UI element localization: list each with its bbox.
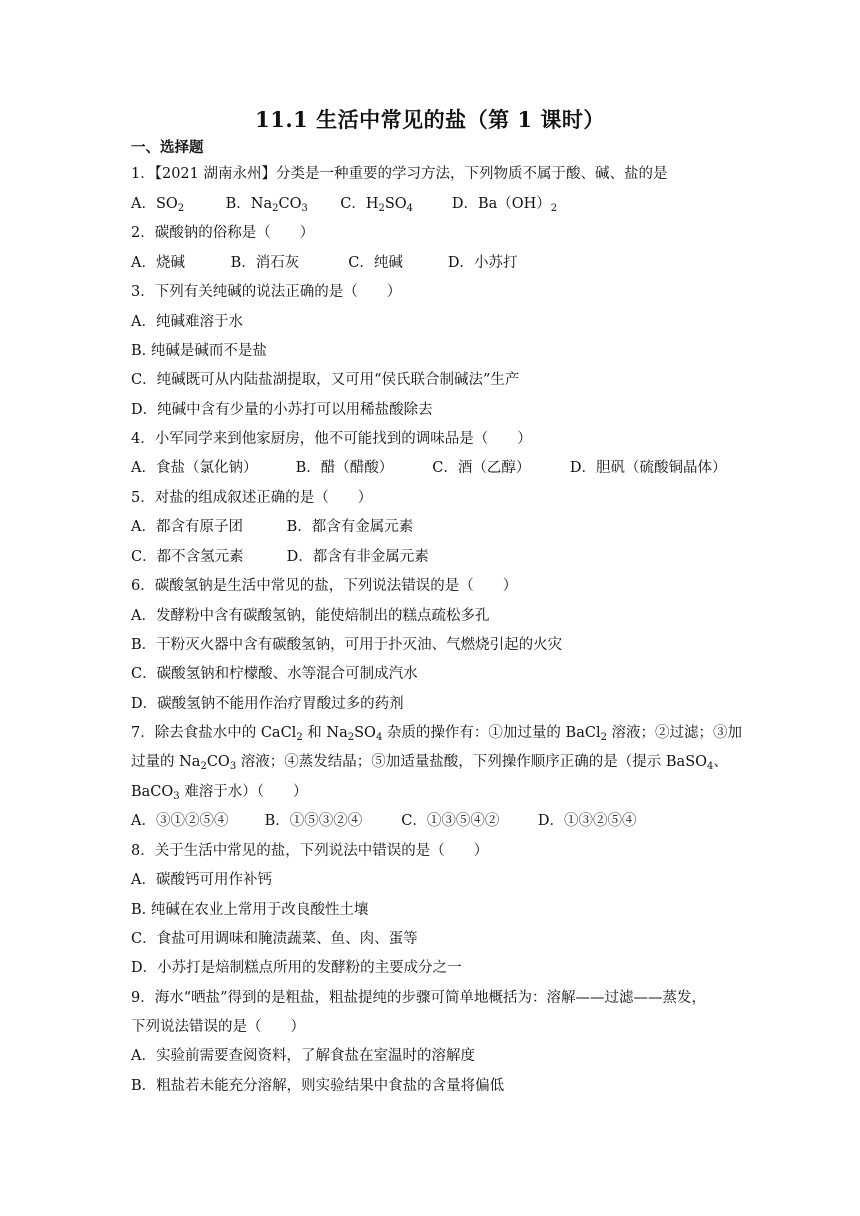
question-5-options-row2 [131,547,429,567]
q7-option-a: A．③①②⑤④ [131,813,229,829]
q8-option-a: A．碳酸钙可用作补钙 [131,872,272,888]
q7-option-d: D．①③②⑤④ [537,813,637,829]
q2-option-d: D．小苏打 [447,255,518,271]
question-4-options [131,458,726,478]
question-4-stem: 4．小军同学来到他家厨房，他不可能找到的调味品是（ ） [131,431,532,447]
q1-option-c: C．$H_2SO_4$ [340,196,414,214]
q4-option-a: A．食盐（氯化钠） [131,460,258,476]
q1-option-d: D．$Ba(OH)_2$ [451,196,558,214]
q6-option-a: A．发酵粉中含有碳酸氢钠，能使焙制出的糕点疏松多孔 [131,608,490,624]
q2-option-c: C．纯碱 [348,255,403,271]
question-9-stem-line-1: 9．海水“晒盐”得到的是粗盐，粗盐提纯的步骤可简单地概括为：溶解——过滤——蒸发， [131,990,707,1006]
q6-option-d: D．碳酸氢钠不能用作治疗胃酸过多的药剂 [131,696,404,712]
q9-option-a: A．实验前需要查阅资料，了解食盐在室温时的溶解度 [131,1048,475,1064]
q4-option-d: D．胆矾（硫酸铜晶体） [569,460,727,476]
question-3-stem: 3．下列有关纯碱的说法正确的是（ ） [131,284,402,300]
q2-option-b: B．消石灰 [230,255,300,271]
section-heading: 一、选择题 [131,139,204,156]
question-2-stem: 2．碳酸钠的俗称是（ ） [131,225,315,241]
question-1-stem: 1．【2021 湖南永州】分类是一种重要的学习方法，下列物质不属于酸、碱、盐的是 [131,166,668,182]
q1-option-b: B．$Na_2CO_3$ [225,196,308,214]
question-7-stem-line-2: 过量的 $Na_2CO_3$ 溶液；④蒸发结晶；⑤加适量盐酸，下列操作顺序正确的是（提示 BaSO$_4$、 [131,754,728,772]
q7-option-b: B．①⑤③②④ [264,813,363,829]
q2-option-a: A．烧碱 [131,255,185,271]
q7-option-c: C．①③⑤④② [401,813,500,829]
question-5-stem: 5．对盐的组成叙述正确的是（ ） [131,490,373,506]
question-2-options [131,253,517,273]
q5-option-a: A．都含有原子团 [131,519,243,535]
q5-option-b: B．都含有金属元素 [286,519,414,535]
q6-option-c: C．碳酸氢钠和柠檬酸、水等混合可制成汽水 [131,666,418,682]
q9-option-b: B．粗盐若未能充分溶解，则实验结果中食盐的含量将偏低 [131,1078,505,1094]
q1-option-a: A．$SO_2$ [131,196,185,214]
q5-option-d: D．都含有非金属元素 [286,549,429,565]
q8-option-b: B. 纯碱在农业上常用于改良酸性土壤 [131,902,369,918]
q8-option-c: C．食盐可用调味和腌渍蔬菜、鱼、肉、蛋等 [131,931,418,947]
question-5-options-row1 [131,517,413,537]
q4-option-c: C．酒（乙醇） [432,460,531,476]
q5-option-c: C．都不含氢元素 [131,549,244,565]
page-title: 11.1 生活中常见的盐（第 1 课时） [255,107,605,132]
question-6-stem: 6．碳酸氢钠是生活中常见的盐，下列说法错误的是（ ） [131,578,518,594]
question-9-stem-line-2: 下列说法错误的是（ ） [131,1019,305,1035]
question-7-stem-line-3: BaCO$_3$ 难溶于水）（ ） [131,784,308,802]
question-1-options [131,194,557,214]
q8-option-d: D．小苏打是焙制糕点所用的发酵粉的主要成分之一 [131,960,462,976]
q4-option-b: B．醋（醋酸） [295,460,394,476]
q3-option-d: D．纯碱中含有少量的小苏打可以用稀盐酸除去 [131,402,433,418]
q6-option-b: B．干粉灭火器中含有碳酸氢钠，可用于扑灭油、气燃烧引起的火灾 [131,637,563,653]
q3-option-b: B. 纯碱是碱而不是盐 [131,343,267,359]
q3-option-c: C．纯碱既可从内陆盐湖提取，又可用“侯氏联合制碱法”生产 [131,372,520,388]
question-7-options [131,811,636,831]
q3-option-a: A．纯碱难溶于水 [131,314,243,330]
question-8-stem: 8．关于生活中常见的盐，下列说法中错误的是（ ） [131,843,489,859]
question-7-stem-line-1: 7．除去食盐水中的 CaCl$_2$ 和 $Na_2SO_4$ 杂质的操作有：①加过量的 BaCl$_2$ 溶液；②过滤；③加 [131,725,743,743]
